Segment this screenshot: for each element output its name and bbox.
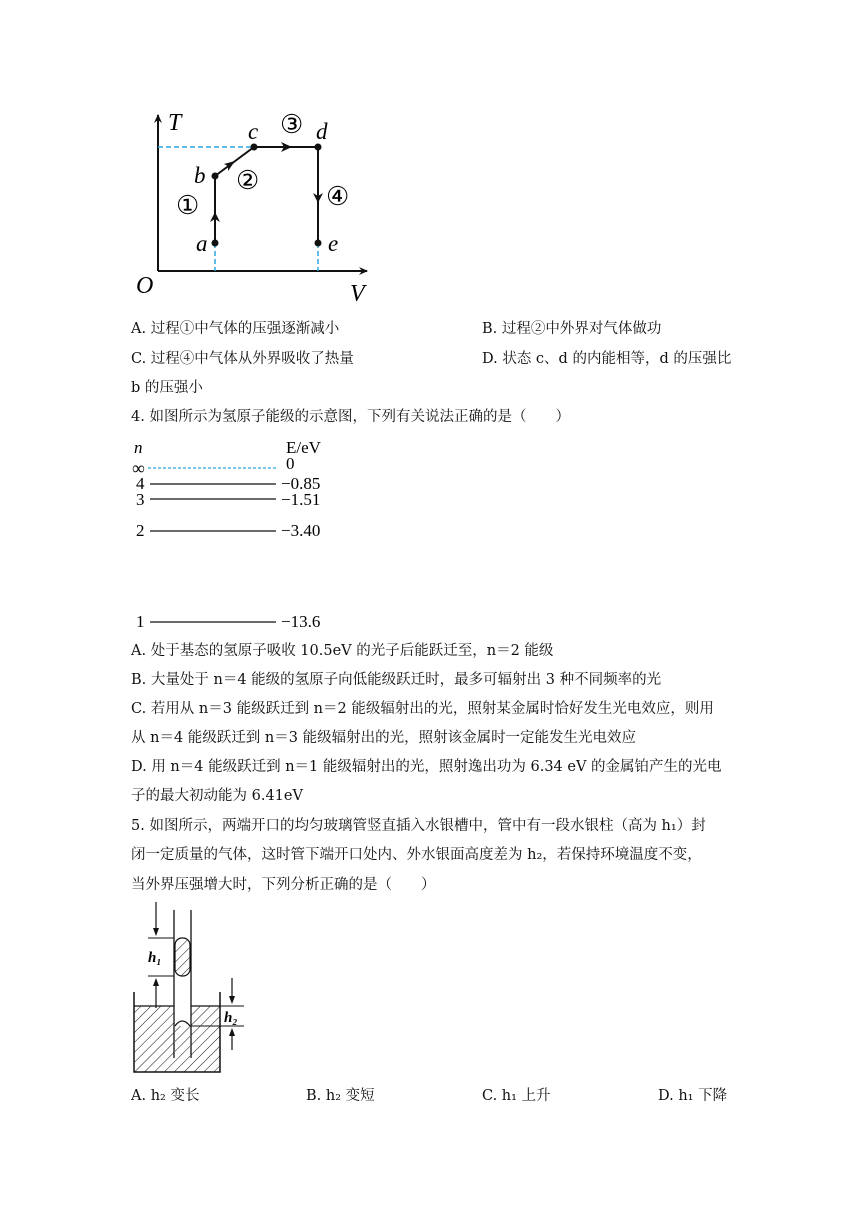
state-point-c xyxy=(251,144,258,151)
q5-option-c: C. h₁ 上升 xyxy=(482,1088,551,1104)
q5-stem-line-2: 闭一定质量的气体，这时管下端开口处内、外水银面高度差为 h₂，若保持环境温度不变， xyxy=(131,847,702,863)
q4-option-b: B. 大量处于 n＝4 能级的氢原子向低能级跃迁时，最多可辐射出 3 种不同频率的光 xyxy=(131,672,662,688)
n-header: n xyxy=(134,438,143,457)
label-h2: h₂ xyxy=(224,1010,238,1026)
level-n-4: 4 xyxy=(136,474,145,493)
level-n-infinity: ∞ xyxy=(132,458,145,478)
level-e-4: −0.85 xyxy=(281,474,321,493)
level-e-infinity: 0 xyxy=(286,454,295,473)
q4-option-d-continued: 子的最大初动能为 6.41eV xyxy=(131,788,303,804)
label-h1: h₁ xyxy=(148,950,162,966)
process-label-4: ④ xyxy=(326,182,350,211)
q3-option-d-continued: b 的压强小 xyxy=(131,380,203,396)
hydrogen-energy-level-diagram xyxy=(128,435,358,635)
h1-bottom-arrowhead xyxy=(153,978,159,986)
point-label-d: d xyxy=(316,119,328,144)
level-n-2: 2 xyxy=(136,521,145,540)
process-label-3: ③ xyxy=(280,110,304,139)
q3-option-a: A. 过程①中气体的压强逐渐减小 xyxy=(131,321,340,337)
mercury-column xyxy=(175,938,190,976)
process-label-2: ② xyxy=(236,166,260,195)
q4-stem: 4. 如图所示为氢原子能级的示意图，下列有关说法正确的是（ ） xyxy=(131,409,570,425)
h2-top-arrowhead xyxy=(229,996,235,1004)
v-axis-label: V xyxy=(350,281,365,305)
point-label-b: b xyxy=(194,163,206,188)
mercury-tube-diagram xyxy=(128,900,258,1080)
level-n-1: 1 xyxy=(136,612,145,631)
level-e-3: −1.51 xyxy=(281,490,321,509)
state-point-e xyxy=(315,240,322,247)
e-header: E/eV xyxy=(286,438,321,457)
level-n-3: 3 xyxy=(136,490,145,509)
h2-bottom-arrowhead xyxy=(229,1028,235,1036)
t-axis-label: T xyxy=(168,110,182,136)
q5-option-d: D. h₁ 下降 xyxy=(658,1088,728,1104)
point-label-c: c xyxy=(248,119,259,144)
q3-option-b: B. 过程②中外界对气体做功 xyxy=(482,321,662,337)
origin-label: O xyxy=(136,273,154,299)
state-point-d xyxy=(315,144,322,151)
process-2-arrow xyxy=(224,161,235,171)
state-point-a xyxy=(212,240,219,247)
q5-option-a: A. h₂ 变长 xyxy=(131,1088,200,1104)
point-label-a: a xyxy=(196,231,208,256)
q5-option-b: B. h₂ 变短 xyxy=(306,1088,375,1104)
q5-stem-line-3: 当外界压强增大时，下列分析正确的是（ ） xyxy=(131,877,436,893)
q3-option-c: C. 过程④中气体从外界吸收了热量 xyxy=(131,351,354,367)
point-label-e: e xyxy=(328,231,339,256)
process-label-1: ① xyxy=(176,191,200,220)
q3-option-d: D. 状态 c、d 的内能相等，d 的压强比 xyxy=(482,351,732,367)
q5-stem-line-1: 5. 如图所示，两端开口的均匀玻璃管竖直插入水银槽中，管中有一段水银柱（高为 h₁）封 xyxy=(131,818,706,834)
h1-top-arrowhead xyxy=(153,928,159,936)
mercury-in-tube xyxy=(175,1024,190,1058)
tv-process-graph xyxy=(130,105,380,305)
q4-option-c: C. 若用从 n＝3 能级跃迁到 n＝2 能级辐射出的光，照射某金属时恰好发生光电效应，则用 xyxy=(131,701,714,717)
level-e-1: −13.6 xyxy=(281,612,321,631)
q4-option-a: A. 处于基态的氢原子吸收 10.5eV 的光子后能跃迁至，n＝2 能级 xyxy=(131,643,554,659)
q4-option-d: D. 用 n＝4 能级跃迁到 n＝1 能级辐射出的光，照射逸出功为 6.34 eV 的金属铂产生的光电 xyxy=(131,759,722,775)
state-point-b xyxy=(212,173,219,180)
level-e-2: −3.40 xyxy=(281,521,321,540)
q4-option-c-continued: 从 n＝4 能级跃迁到 n＝3 能级辐射出的光，照射该金属时一定能发生光电效应 xyxy=(131,730,637,746)
